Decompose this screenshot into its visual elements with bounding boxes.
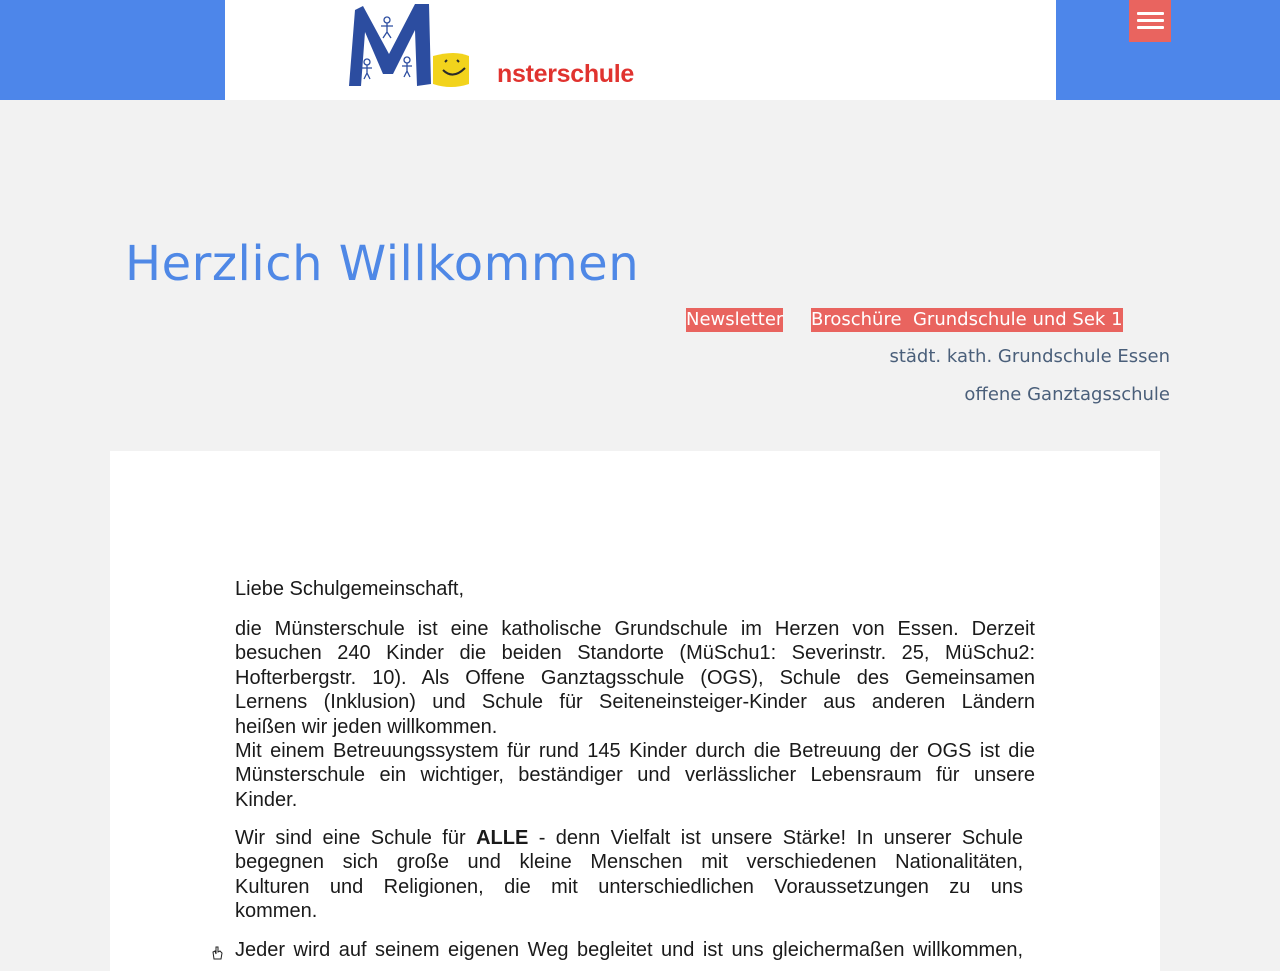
letter-line: kommen. [235, 900, 318, 923]
letter-paragraph-2 [235, 826, 1023, 924]
menu-bar [1137, 26, 1164, 29]
subtitle-ogs: offene Ganztagsschule [964, 384, 1170, 405]
subtitle-school-type: städt. kath. Grundschule Essen [889, 346, 1170, 367]
letter-greeting [235, 577, 1035, 601]
letter-line: Kinder. [235, 788, 298, 811]
letter-greeting-text: Liebe Schulgemeinschaft, [235, 578, 465, 600]
menu-bar [1137, 19, 1164, 22]
para2-rest: - denn Vielfalt ist unsere Stärke! In unserer Schule [528, 827, 1023, 849]
hamburger-icon[interactable] [1129, 0, 1171, 42]
letter-paragraph-3 [235, 938, 1023, 962]
letter-line: Hofterbergstr. 10). Als Offene Ganztagsschule (OGS), Schule des Gemeinsamen [235, 666, 1035, 689]
letter-line: die Münsterschule ist eine katholische Grundschule im Herzen von Essen. Derzeit [235, 618, 1035, 640]
logo-text: nsterschule [497, 60, 635, 88]
letter-line: besuchen 240 Kinder die beiden Standorte (MüSchu1: Severinstr. 25, MüSchu2: [235, 642, 1035, 665]
letter-line [235, 826, 1023, 850]
hand-pointer-icon [209, 944, 225, 960]
para2-bold: ALLE [476, 827, 529, 849]
letter-line: Kulturen und Religionen, die mit unterschiedlichen Voraussetzungen zu uns [235, 875, 1023, 898]
page-title: Herzlich Willkommen [125, 236, 640, 292]
letter-line: begegnen sich große und kleine Menschen mit verschiedenen Nationalitäten, [235, 851, 1023, 874]
newsletter-link[interactable]: Newsletter [686, 309, 784, 330]
letter-line: Mit einem Betreuungssystem für rund 145 Kinder durch die Betreuung der OGS ist die [235, 739, 1035, 762]
menu-bar [1137, 12, 1164, 15]
para2-start: Wir sind eine Schule für [235, 827, 477, 849]
letter-paragraph-1 [235, 617, 1035, 812]
letter-line: Lernens (Inklusion) und Schule für Seiteneinsteiger-Kinder aus anderen Ländern [235, 691, 1035, 714]
brochure-link[interactable]: Broschüre Grundschule und Sek 1 [811, 309, 1123, 330]
letter-line: heißen wir jeden willkommen. [235, 715, 498, 738]
letter-line: Jeder wird auf seinem eigenen Weg begleitet und ist uns gleichermaßen willkommen, [235, 939, 1023, 961]
letter-line: Münsterschule ein wichtiger, beständiger und verlässlicher Lebensraum für unsere [235, 764, 1035, 787]
